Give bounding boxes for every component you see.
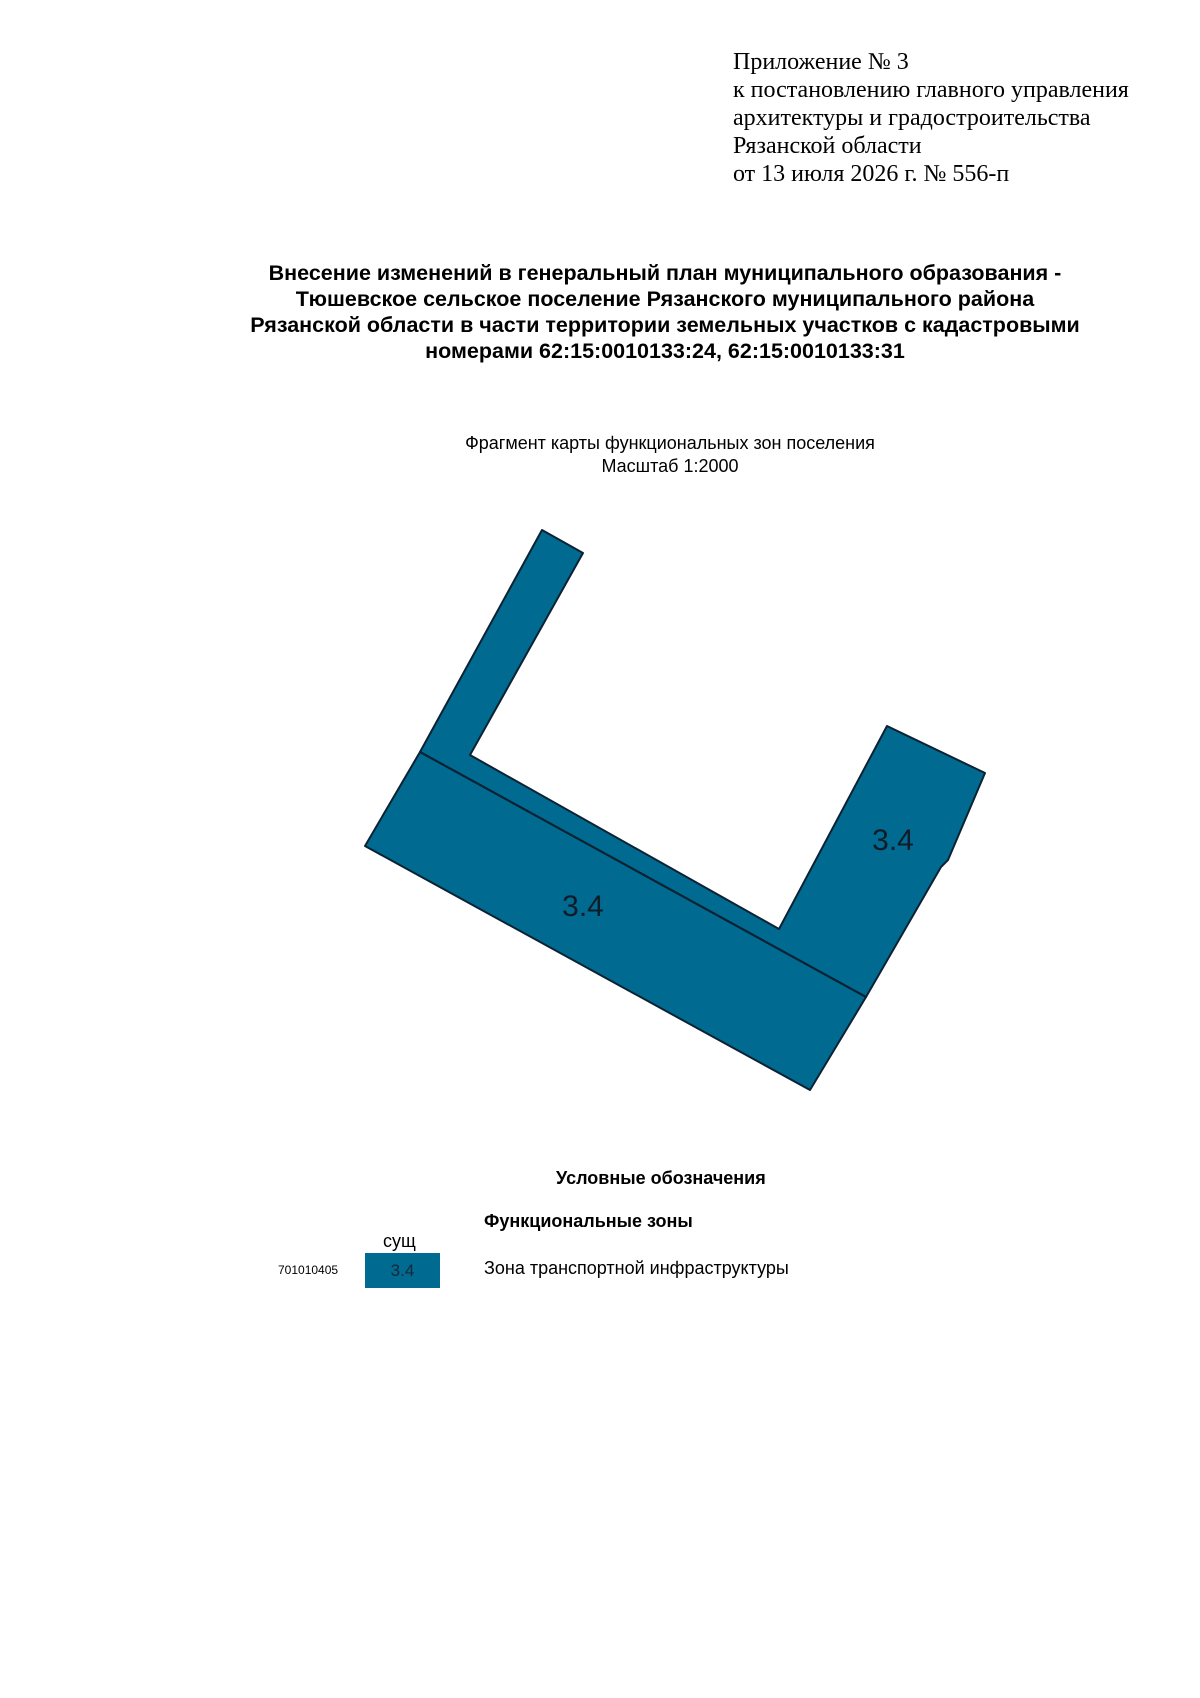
map-scale: Масштаб 1:2000 bbox=[601, 456, 739, 476]
title-line: Тюшевское сельское поселение Рязанского муниципального района bbox=[295, 287, 1035, 311]
appendix-line: архитектуры и градостроительства bbox=[733, 105, 1091, 131]
appendix-line: Приложение № 3 bbox=[733, 49, 909, 75]
legend-swatch-label: 3.4 bbox=[390, 1260, 415, 1280]
legend-section-heading: Функциональные зоны bbox=[484, 1211, 693, 1231]
appendix-line: от 13 июля 2026 г. № 556-п bbox=[733, 161, 1010, 187]
legend-swatch bbox=[365, 1253, 440, 1288]
zone-label: 3.4 bbox=[872, 824, 914, 857]
appendix-line: к постановлению главного управления bbox=[733, 77, 1129, 103]
title-line: Внесение изменений в генеральный план муниципального образования - bbox=[268, 261, 1062, 285]
legend-title: Условные обозначения bbox=[556, 1168, 766, 1188]
zone-label: 3.4 bbox=[562, 890, 604, 923]
title-line: номерами 62:15:0010133:24, 62:15:0010133:31 bbox=[425, 339, 905, 363]
legend-item-description: Зона транспортной инфраструктуры bbox=[484, 1258, 789, 1278]
map-caption-text: Фрагмент карты функциональных зон поселения bbox=[465, 433, 875, 453]
appendix-line: Рязанской области bbox=[733, 133, 922, 159]
title-line: Рязанской области в части территории земельных участков с кадастровыми bbox=[250, 313, 1080, 337]
legend-column-header: сущ bbox=[383, 1231, 416, 1251]
legend-item-code: 701010405 bbox=[278, 1263, 339, 1277]
